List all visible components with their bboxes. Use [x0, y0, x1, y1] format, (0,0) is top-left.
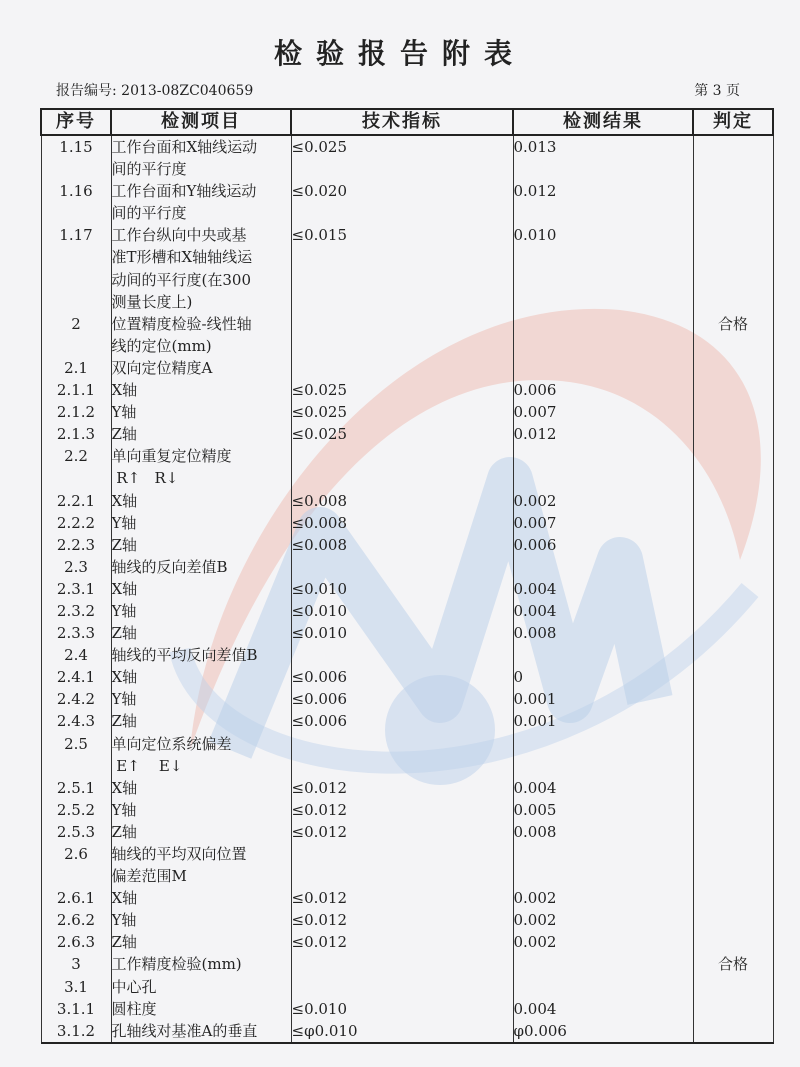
item-name: 单向定位系统偏差 E↑ E↓ [111, 733, 291, 777]
result-value: 0.007 [513, 401, 693, 423]
verdict [693, 534, 773, 556]
item-name: Y轴 [111, 401, 291, 423]
item-name: 圆柱度 [111, 998, 291, 1020]
verdict [693, 224, 773, 312]
row-number: 3 [41, 953, 111, 975]
table-row [41, 534, 773, 556]
result-value: 0.004 [513, 600, 693, 622]
table-row [41, 666, 773, 688]
item-name: 孔轴线对基准A的垂直 [111, 1020, 291, 1043]
table-row [41, 821, 773, 843]
spec-value: ≤0.012 [291, 931, 513, 953]
verdict [693, 600, 773, 622]
result-value: 0 [513, 666, 693, 688]
verdict [693, 423, 773, 445]
item-name: Y轴 [111, 600, 291, 622]
result-value: 0.010 [513, 224, 693, 312]
item-name: X轴 [111, 379, 291, 401]
spec-value: ≤0.010 [291, 998, 513, 1020]
result-value [513, 644, 693, 666]
column-header-no: 序号 [41, 109, 111, 135]
spec-value [291, 357, 513, 379]
table-row [41, 953, 773, 975]
table-row [41, 998, 773, 1020]
item-name: 轴线的平均反向差值B [111, 644, 291, 666]
result-value: 0.012 [513, 423, 693, 445]
row-number: 2.1.2 [41, 401, 111, 423]
item-name: Z轴 [111, 710, 291, 732]
spec-value: ≤0.012 [291, 909, 513, 931]
spec-value: ≤0.012 [291, 777, 513, 799]
row-number: 2.5.3 [41, 821, 111, 843]
table-row [41, 733, 773, 777]
row-number: 2.4 [41, 644, 111, 666]
item-name: Z轴 [111, 423, 291, 445]
table-row [41, 777, 773, 799]
table-row [41, 688, 773, 710]
row-number: 2.6.2 [41, 909, 111, 931]
row-number: 2.2.1 [41, 490, 111, 512]
table-row [41, 445, 773, 489]
item-name: Z轴 [111, 931, 291, 953]
table-row [41, 843, 773, 887]
spec-value: ≤φ0.010 [291, 1020, 513, 1043]
table-row [41, 423, 773, 445]
table-row [41, 401, 773, 423]
verdict [693, 644, 773, 666]
result-value: 0.002 [513, 931, 693, 953]
result-value: 0.008 [513, 622, 693, 644]
verdict [693, 710, 773, 732]
spec-value [291, 445, 513, 489]
spec-value [291, 733, 513, 777]
item-name: Y轴 [111, 909, 291, 931]
verdict: 合格 [693, 313, 773, 357]
spec-value: ≤0.012 [291, 821, 513, 843]
item-name: 双向定位精度A [111, 357, 291, 379]
table-row [41, 224, 773, 312]
row-number: 2.1.3 [41, 423, 111, 445]
row-number: 2 [41, 313, 111, 357]
column-header-result: 检测结果 [513, 109, 693, 135]
item-name: 工作台面和X轴线运动 间的平行度 [111, 135, 291, 180]
spec-value: ≤0.010 [291, 600, 513, 622]
table-row [41, 644, 773, 666]
spec-value [291, 843, 513, 887]
verdict [693, 998, 773, 1020]
result-value [513, 976, 693, 998]
result-value: 0.012 [513, 180, 693, 224]
table-row [41, 135, 773, 180]
row-number: 2.6.1 [41, 887, 111, 909]
verdict [693, 512, 773, 534]
spec-value [291, 644, 513, 666]
table-row [41, 710, 773, 732]
item-name: 工作台面和Y轴线运动 间的平行度 [111, 180, 291, 224]
table-row [41, 379, 773, 401]
item-name: X轴 [111, 777, 291, 799]
row-number: 2.2.2 [41, 512, 111, 534]
result-value: 0.002 [513, 490, 693, 512]
result-value: 0.002 [513, 909, 693, 931]
spec-value: ≤0.006 [291, 688, 513, 710]
result-value [513, 843, 693, 887]
page-title: 检验报告附表 [273, 37, 526, 70]
spec-value [291, 556, 513, 578]
row-number: 2.3 [41, 556, 111, 578]
table-row [41, 600, 773, 622]
verdict [693, 180, 773, 224]
verdict [693, 1020, 773, 1043]
row-number: 2.2.3 [41, 534, 111, 556]
table-row [41, 622, 773, 644]
spec-value: ≤0.010 [291, 622, 513, 644]
verdict: 合格 [693, 953, 773, 975]
row-number: 2.5 [41, 733, 111, 777]
result-value: 0.013 [513, 135, 693, 180]
row-number: 2.3.3 [41, 622, 111, 644]
column-header-verdict: 判定 [693, 109, 773, 135]
spec-value: ≤0.025 [291, 135, 513, 180]
result-value: 0.008 [513, 821, 693, 843]
verdict [693, 777, 773, 799]
spec-value: ≤0.020 [291, 180, 513, 224]
result-value: 0.004 [513, 578, 693, 600]
verdict [693, 821, 773, 843]
row-number: 2.5.1 [41, 777, 111, 799]
item-name: 工作台纵向中央或基 准T形槽和X轴轴线运 动间的平行度(在300 测量长度上) [111, 224, 291, 312]
row-number: 2.3.1 [41, 578, 111, 600]
item-name: Y轴 [111, 512, 291, 534]
item-name: 中心孔 [111, 976, 291, 998]
spec-value: ≤0.008 [291, 534, 513, 556]
spec-value: ≤0.008 [291, 512, 513, 534]
row-number: 2.4.2 [41, 688, 111, 710]
row-number: 2.6 [41, 843, 111, 887]
table-row [41, 909, 773, 931]
item-name: 位置精度检验-线性轴 线的定位(mm) [111, 313, 291, 357]
row-number: 2.2 [41, 445, 111, 489]
row-number: 3.1.1 [41, 998, 111, 1020]
result-value: 0.004 [513, 998, 693, 1020]
row-number: 2.1.1 [41, 379, 111, 401]
row-number: 2.4.3 [41, 710, 111, 732]
spec-value: ≤0.025 [291, 401, 513, 423]
result-value: 0.001 [513, 688, 693, 710]
item-name: 单向重复定位精度 R↑ R↓ [111, 445, 291, 489]
spec-value: ≤0.008 [291, 490, 513, 512]
result-value [513, 953, 693, 975]
verdict [693, 556, 773, 578]
result-value [513, 556, 693, 578]
result-value [513, 357, 693, 379]
row-number: 2.6.3 [41, 931, 111, 953]
result-value: 0.006 [513, 534, 693, 556]
verdict [693, 490, 773, 512]
verdict [693, 688, 773, 710]
row-number: 1.16 [41, 180, 111, 224]
table-row [41, 887, 773, 909]
table-row [41, 313, 773, 357]
table-row [41, 512, 773, 534]
spec-value: ≤0.015 [291, 224, 513, 312]
row-number: 2.1 [41, 357, 111, 379]
result-value [513, 445, 693, 489]
spec-value: ≤0.012 [291, 887, 513, 909]
result-value: 0.004 [513, 777, 693, 799]
spec-value: ≤0.012 [291, 799, 513, 821]
spec-value: ≤0.025 [291, 379, 513, 401]
verdict [693, 357, 773, 379]
column-header-item: 检测项目 [111, 109, 291, 135]
row-number: 1.17 [41, 224, 111, 312]
spec-value: ≤0.006 [291, 666, 513, 688]
verdict [693, 887, 773, 909]
row-number: 2.3.2 [41, 600, 111, 622]
verdict [693, 733, 773, 777]
spec-value [291, 953, 513, 975]
result-value [513, 733, 693, 777]
table-row [41, 490, 773, 512]
result-value: 0.005 [513, 799, 693, 821]
spec-value: ≤0.006 [291, 710, 513, 732]
verdict [693, 622, 773, 644]
column-header-spec: 技术指标 [291, 109, 513, 135]
verdict [693, 445, 773, 489]
verdict [693, 843, 773, 887]
result-value [513, 313, 693, 357]
item-name: X轴 [111, 666, 291, 688]
result-value: 0.006 [513, 379, 693, 401]
verdict [693, 379, 773, 401]
row-number: 1.15 [41, 135, 111, 180]
result-value: φ0.006 [513, 1020, 693, 1043]
item-name: Z轴 [111, 821, 291, 843]
item-name: X轴 [111, 887, 291, 909]
item-name: Y轴 [111, 799, 291, 821]
item-name: Z轴 [111, 622, 291, 644]
row-number: 3.1 [41, 976, 111, 998]
verdict [693, 135, 773, 180]
row-number: 2.4.1 [41, 666, 111, 688]
table-row [41, 357, 773, 379]
table-row [41, 578, 773, 600]
item-name: X轴 [111, 490, 291, 512]
verdict [693, 799, 773, 821]
table-row [41, 1020, 773, 1043]
verdict [693, 931, 773, 953]
table-row [41, 976, 773, 998]
spec-value: ≤0.010 [291, 578, 513, 600]
item-name: 工作精度检验(mm) [111, 953, 291, 975]
spec-value [291, 976, 513, 998]
inspection-table [40, 108, 774, 1044]
item-name: Y轴 [111, 688, 291, 710]
item-name: X轴 [111, 578, 291, 600]
spec-value [291, 313, 513, 357]
spec-value: ≤0.025 [291, 423, 513, 445]
item-name: 轴线的反向差值B [111, 556, 291, 578]
verdict [693, 401, 773, 423]
table-header-row [41, 109, 773, 135]
table-row [41, 556, 773, 578]
row-number: 2.5.2 [41, 799, 111, 821]
item-name: 轴线的平均双向位置 偏差范围M [111, 843, 291, 887]
table-row [41, 931, 773, 953]
verdict [693, 976, 773, 998]
result-value: 0.001 [513, 710, 693, 732]
page-number: 第 3 页 [694, 83, 740, 99]
table-row [41, 180, 773, 224]
result-value: 0.007 [513, 512, 693, 534]
row-number: 3.1.2 [41, 1020, 111, 1043]
verdict [693, 909, 773, 931]
verdict [693, 578, 773, 600]
table-row [41, 799, 773, 821]
report-number: 报告编号: 2013-08ZC040659 [56, 83, 254, 99]
item-name: Z轴 [111, 534, 291, 556]
verdict [693, 666, 773, 688]
result-value: 0.002 [513, 887, 693, 909]
